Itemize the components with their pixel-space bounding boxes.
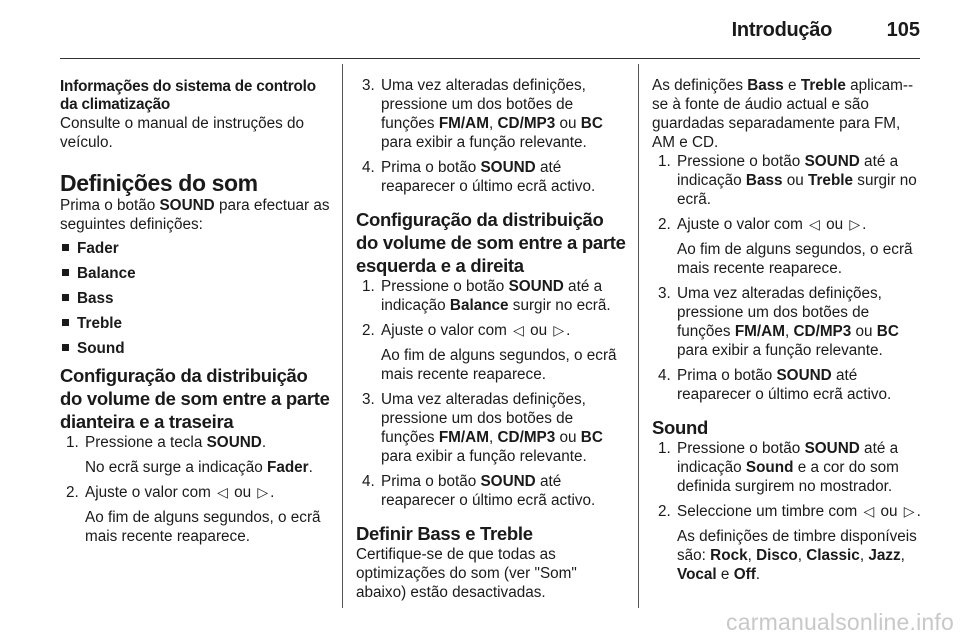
list-item: Balance [60, 264, 332, 283]
arrow-right-icon: ▷ [849, 216, 861, 232]
page-header [0, 0, 960, 60]
balance-steps [356, 277, 628, 510]
balance-heading: Configuração da distribuição do volume de som entre a parte esquerda e a direita [356, 209, 626, 276]
list-item: 3. Uma vez alteradas definições, pressione um dos botões de funções FM/AM, CD/MP3 ou BC para exibir a função relevante. [658, 285, 899, 359]
arrow-left-icon: ◁ [217, 484, 228, 500]
sound-intro: Prima o botão SOUND para efectuar as seguintes definições: [60, 197, 330, 233]
climate-info-text: Consulte o manual de instruções do veículo. [60, 115, 305, 151]
list-item: Fader [60, 239, 332, 258]
bass-treble-heading: Definir Bass e Treble [356, 523, 533, 544]
list-item: Bass [60, 289, 332, 308]
column-3 [652, 76, 924, 590]
column-1 [60, 78, 332, 552]
list-item: 4. Prima o botão SOUND até reaparecer o último ecrã activo. [362, 473, 596, 509]
list-item: 2. Ajuste o valor com ◁ ou ▷ . Ao fim de alguns segundos, o ecrã mais recente reaparece. [658, 216, 913, 277]
fader-steps-continued [356, 76, 628, 196]
sound-heading: Sound [652, 417, 709, 438]
list-item: 3. Uma vez alteradas definições, pressione um dos botões de funções FM/AM, CD/MP3 ou BC para exibir a função relevante. [362, 391, 603, 465]
fader-heading: Configuração da distribuição do volume de som entre a parte dianteira e a traseira [60, 365, 330, 432]
sound-settings-heading: Definições do som [60, 170, 258, 196]
bullet-square-icon [62, 319, 69, 326]
sound-steps [652, 439, 924, 584]
header-title: Introdução [731, 19, 832, 41]
header-divider [60, 58, 920, 59]
bass-treble-steps [652, 152, 924, 404]
bass-treble-text: Certifique-se de que todas as optimizações do som (ver "Som" abaixo) estão desactivadas. [356, 546, 577, 601]
list-item: 1. Pressione o botão SOUND até a indicação Sound e a cor do som definida surgirem no mostrador. [658, 440, 899, 495]
list-item: 1. Pressione a tecla SOUND. No ecrã surge a indicação Fader. [66, 434, 313, 476]
list-item: Treble [60, 314, 332, 333]
list-item: 2. Seleccione um timbre com ◁ ou ▷ . As definições de timbre disponíveis são: Rock, Disco, Classic, Jazz, Vocal e Off. [658, 503, 921, 583]
arrow-right-icon: ▷ [903, 503, 915, 519]
list-item: 4. Prima o botão SOUND até reaparecer o último ecrã activo. [658, 367, 892, 403]
page-number: 105 [886, 19, 920, 41]
list-item: 2. Ajuste o valor com ◁ ou ▷ . Ao fim de alguns segundos, o ecrã mais recente reaparece. [362, 322, 617, 383]
list-item: 3. Uma vez alteradas definições, pressione um dos botões de funções FM/AM, CD/MP3 ou BC para exibir a função relevante. [362, 77, 603, 151]
sound-options-list [60, 239, 332, 358]
climate-info-title: Informações do sistema de controlo da climatização [60, 78, 316, 113]
arrow-right-icon: ▷ [553, 322, 565, 338]
bullet-square-icon [62, 269, 69, 276]
arrow-left-icon: ◁ [809, 216, 820, 232]
list-item: Sound [60, 339, 332, 358]
arrow-left-icon: ◁ [863, 503, 875, 519]
arrow-left-icon: ◁ [513, 322, 524, 338]
list-item: 1. Pressione o botão SOUND até a indicação Balance surgir no ecrã. [362, 278, 611, 314]
bass-treble-note: As definições Bass e Treble aplicam--se à fonte de áudio actual e são guardadas separadamente para FM, AM e CD. [652, 77, 914, 151]
bullet-square-icon [62, 344, 69, 351]
bullet-square-icon [62, 244, 69, 251]
list-item: 4. Prima o botão SOUND até reaparecer o último ecrã activo. [362, 159, 596, 195]
column-divider [342, 64, 343, 608]
column-divider [638, 64, 639, 608]
list-item: 1. Pressione o botão SOUND até a indicação Bass ou Treble surgir no ecrã. [658, 153, 917, 208]
column-2 [356, 76, 628, 602]
arrow-right-icon: ▷ [257, 484, 269, 500]
watermark: carmanualsonline.info [726, 609, 954, 635]
list-item: 2. Ajuste o valor com ◁ ou ▷ . Ao fim de alguns segundos, o ecrã mais recente reaparece. [66, 484, 321, 545]
fader-steps [60, 433, 332, 546]
bullet-square-icon [62, 294, 69, 301]
